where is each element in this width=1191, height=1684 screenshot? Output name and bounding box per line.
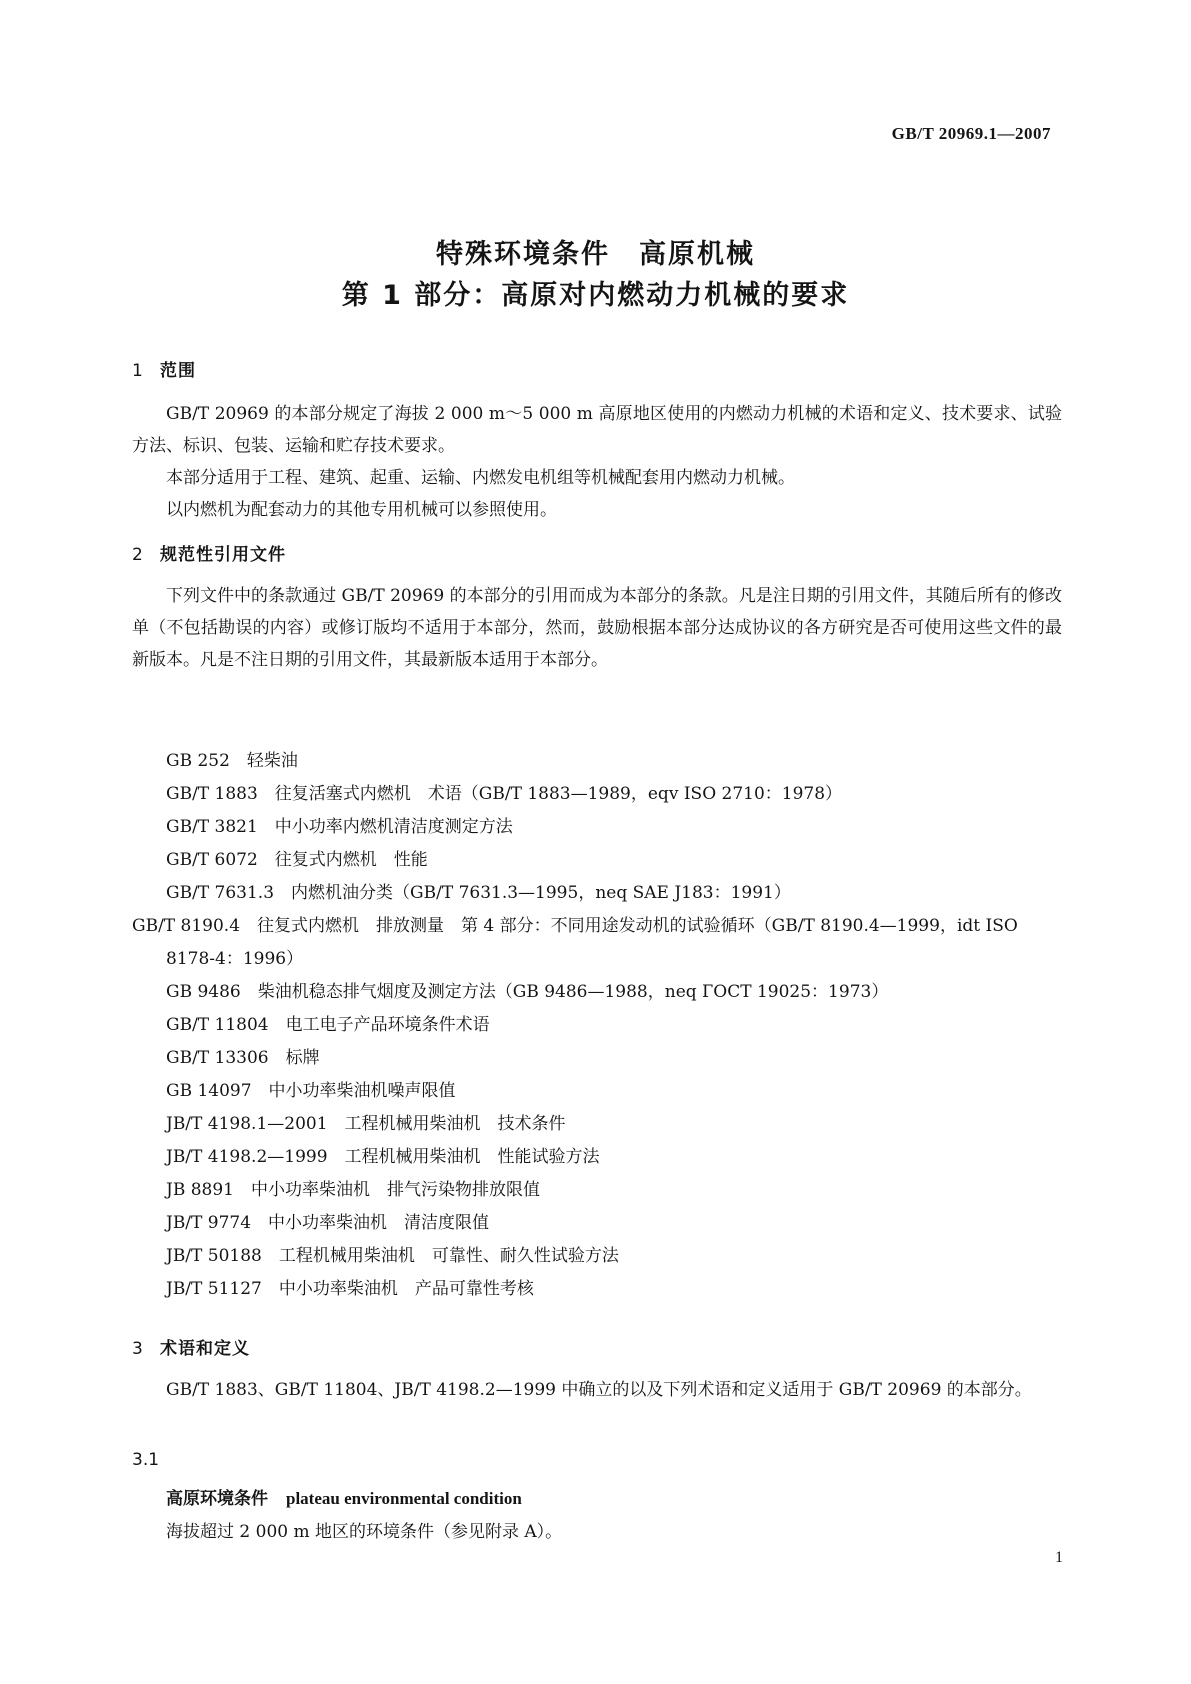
reference-item: GB/T 13306 标牌 [166,1048,320,1068]
reference-item: GB 252 轻柴油 [166,751,298,771]
term-definition: 海拔超过 2 000 m 地区的环境条件（参见附录 A）。 [166,1522,563,1542]
normative-references-list [132,745,1062,1306]
term-english: plateau environmental condition [286,1489,522,1508]
section-1-paragraph-2: 本部分适用于工程、建筑、起重、运输、内燃发电机组等机械配套用内燃动力机械。 [166,468,795,488]
reference-item: JB/T 4198.2—1999 工程机械用柴油机 性能试验方法 [166,1147,600,1167]
reference-item: GB/T 7631.3 内燃机油分类（GB/T 7631.3—1995，neq SAE J183：1991） [166,883,791,903]
reference-item: JB/T 50188 工程机械用柴油机 可靠性、耐久性试验方法 [166,1246,619,1266]
term-chinese: 高原环境条件 [166,1489,268,1509]
document-title-line-1: 特殊环境条件 高原机械 [436,239,755,270]
reference-item: GB/T 11804 电工电子产品环境条件术语 [166,1015,490,1035]
section-3-heading [132,1334,250,1359]
page-number: 1 [1055,1549,1063,1566]
reference-item: GB/T 1883 往复活塞式内燃机 术语（GB/T 1883—1989，eqv ISO 2710：1978） [166,784,843,804]
standard-code: GB/T 20969.1—2007 [891,124,1051,143]
section-1-number: 1 [132,361,144,381]
section-3-intro: GB/T 1883、GB/T 11804、JB/T 4198.2—1999 中确立的以及下列术语和定义适用于 GB/T 20969 的本部分。 [166,1380,1032,1400]
reference-item: JB 8891 中小功率柴油机 排气污染物排放限值 [166,1180,540,1200]
section-1-title: 范围 [160,361,196,381]
term-number: 3.1 [132,1450,160,1470]
section-3-number: 3 [132,1339,144,1359]
reference-item: GB/T 6072 往复式内燃机 性能 [166,850,428,870]
term-entry [166,1484,522,1509]
section-3-title: 术语和定义 [160,1339,250,1359]
reference-item: GB/T 8190.4 往复式内燃机 排放测量 第 4 部分：不同用途发动机的试验循环（GB/T 8190.4—1999，idt ISO 8178-4：1996） [132,916,1018,969]
section-2-title: 规范性引用文件 [160,545,286,565]
section-2-heading [132,540,286,565]
reference-item: GB/T 3821 中小功率内燃机清洁度测定方法 [166,817,513,837]
section-2-number: 2 [132,545,144,565]
section-1-paragraph-3: 以内燃机为配套动力的其他专用机械可以参照使用。 [166,500,557,520]
reference-item: JB/T 51127 中小功率柴油机 产品可靠性考核 [166,1279,534,1299]
section-1-heading [132,356,196,381]
reference-item: JB/T 4198.1—2001 工程机械用柴油机 技术条件 [166,1114,566,1134]
section-1-paragraph-1: GB/T 20969 的本部分规定了海拔 2 000 m～5 000 m 高原地区使用的内燃动力机械的术语和定义、技术要求、试验方法、标识、包装、运输和贮存技术要求。 [132,404,1062,456]
reference-item: JB/T 9774 中小功率柴油机 清洁度限值 [166,1213,490,1233]
document-title-line-2: 第 1 部分：高原对内燃动力机械的要求 [341,280,850,311]
reference-item: GB 14097 中小功率柴油机噪声限值 [166,1081,456,1101]
section-2-intro: 下列文件中的条款通过 GB/T 20969 的本部分的引用而成为本部分的条款。凡是注日期的引用文件，其随后所有的修改单（不包括勘误的内容）或修订版均不适用于本部分，然而，鼓励根据本部分达成协议的各方研究是否可使用这些文件的最新版本。凡是不注日期的引用文件，其最新版本适用于本部分。 [132,586,1062,670]
reference-item: GB 9486 柴油机稳态排气烟度及测定方法（GB 9486—1988，neq ГОСТ 19025：1973） [166,982,889,1002]
